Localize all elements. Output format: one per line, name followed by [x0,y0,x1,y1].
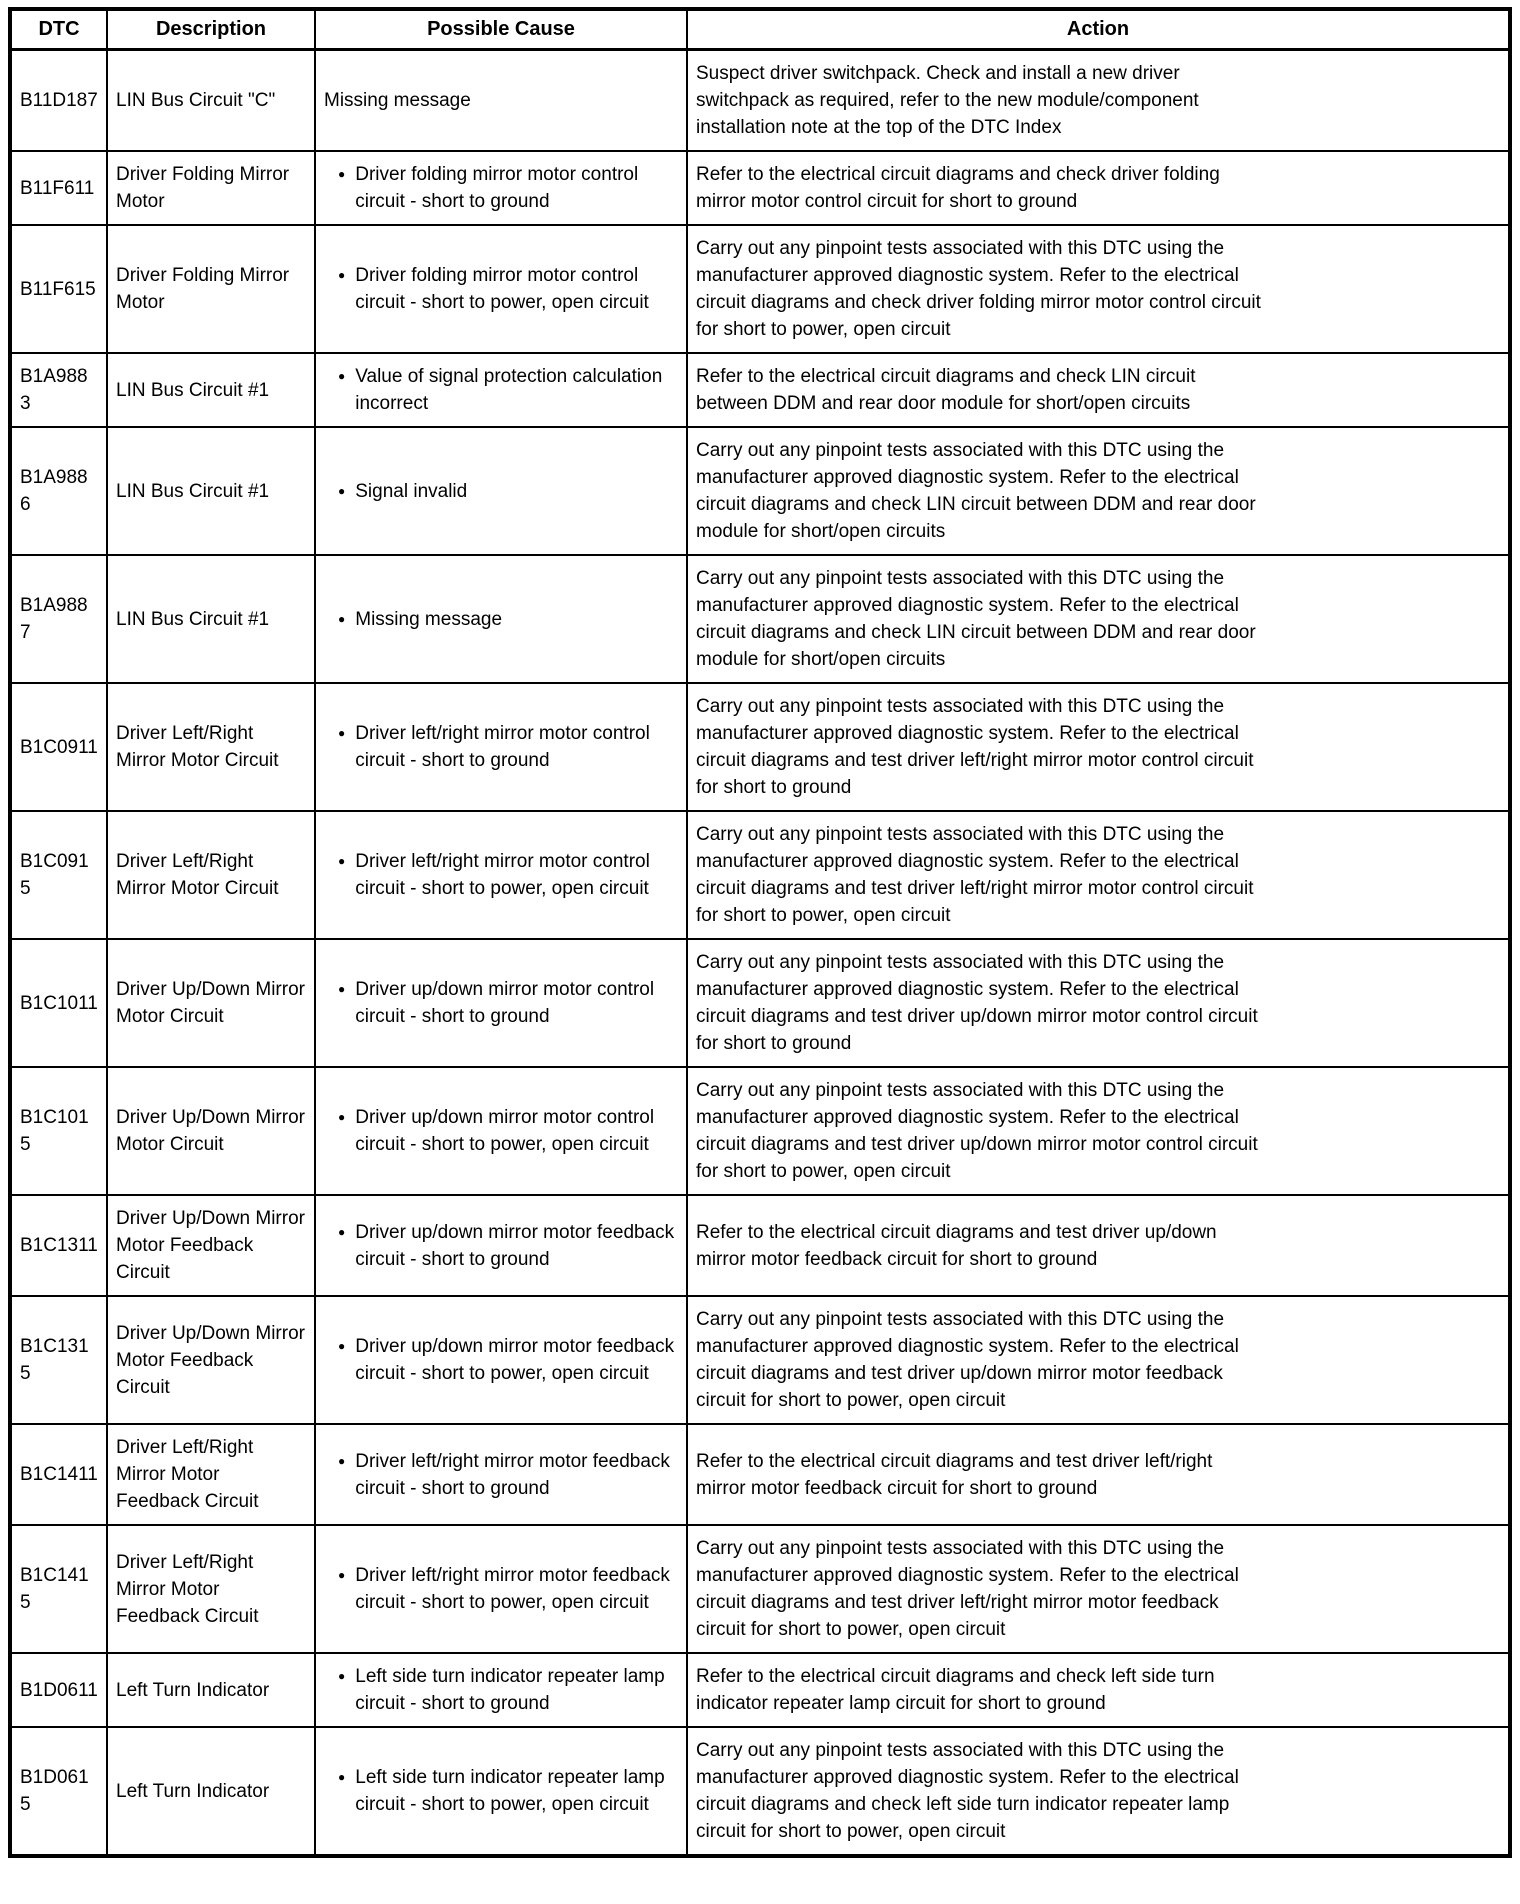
dtc-cell: B1A9887 [10,555,107,683]
table-row [10,683,1510,811]
action-text: Refer to the electrical circuit diagrams and check driver folding mirror motor control circuit for short to ground [696,164,1220,212]
dtc-cell: B11F611 [10,151,107,225]
dtc-cell: B1C0911 [10,683,107,811]
dtc-cell: B1D0615 [10,1727,107,1856]
action-text: Suspect driver switchpack. Check and install a new driver switchpack as required, refer to the new module/component installation note at the top of the DTC Index [696,63,1199,138]
table-row [10,353,1510,427]
cause-text: Driver left/right mirror motor feedback circuit - short to ground [355,1450,670,1499]
bullet-icon: ● [338,1453,346,1468]
table-row [10,1296,1510,1424]
action-text: Carry out any pinpoint tests associated with this DTC using the manufacturer approved diagnostic system. Refer to the electrical circuit diagrams and check left side turn indicator repeater lamp circuit for short to power, open circuit [696,1740,1239,1842]
cause-text: Driver up/down mirror motor feedback circuit - short to ground [355,1221,675,1270]
cause-cell [315,1424,687,1525]
table-row [10,427,1510,555]
action-cell [687,353,1510,427]
bullet-icon: ● [338,268,346,282]
action-cell [687,555,1510,683]
description-cell: LIN Bus Circuit #1 [107,555,315,683]
dtc-cell: B11F615 [10,225,107,353]
dtc-cell: B1C1315 [10,1296,107,1424]
table-row [10,1424,1510,1525]
column-header-action: Action [687,9,1510,50]
cause-cell [315,1727,687,1856]
action-cell [687,1424,1510,1525]
cause-text: Missing message [324,90,471,111]
bullet-icon: ● [338,483,346,498]
cause-cell [315,683,687,811]
action-cell [687,683,1510,811]
action-cell [687,1195,1510,1296]
cause-cell [315,225,687,353]
table-row [10,1727,1510,1856]
action-cell [687,151,1510,225]
action-text: Carry out any pinpoint tests associated with this DTC using the manufacturer approved diagnostic system. Refer to the electrical circuit diagrams and test driver left/right mirror motor control circuit for short to power, open circuit [696,824,1254,926]
cause-text: Driver folding mirror motor control circuit - short to ground [355,164,639,212]
table-row [10,225,1510,353]
action-text: Refer to the electrical circuit diagrams and test driver up/down mirror motor feedback circuit for short to ground [696,1221,1217,1270]
cause-text: Driver left/right mirror motor feedback circuit - short to power, open circuit [355,1565,670,1613]
description-cell: Driver Left/Right Mirror Motor Feedback Circuit [107,1424,315,1525]
action-text: Carry out any pinpoint tests associated with this DTC using the manufacturer approved diagnostic system. Refer to the electrical circuit diagrams and test driver up/down mirror motor feedback circuit for short to power, open circuit [696,1309,1239,1411]
bullet-icon: ● [338,1224,346,1239]
table-body [10,50,1510,1857]
cause-text: Missing message [355,608,503,630]
action-text: Refer to the electrical circuit diagrams and check left side turn indicator repeater lamp circuit for short to ground [696,1666,1215,1714]
bullet-icon: ● [338,1339,346,1353]
action-text: Carry out any pinpoint tests associated with this DTC using the manufacturer approved diagnostic system. Refer to the electrical circuit diagrams and check LIN circuit between DDM and rear door module for short/open circuits [696,568,1256,670]
table-row [10,151,1510,225]
action-cell [687,1653,1510,1727]
description-cell: Left Turn Indicator [107,1727,315,1856]
table-row [10,1067,1510,1195]
cause-cell [315,1653,687,1727]
description-cell: Left Turn Indicator [107,1653,315,1727]
cause-cell [315,555,687,683]
description-cell: Driver Up/Down Mirror Motor Circuit [107,939,315,1067]
cause-cell [315,427,687,555]
cause-text: Driver up/down mirror motor feedback circuit - short to power, open circuit [355,1336,675,1384]
action-text: Carry out any pinpoint tests associated with this DTC using the manufacturer approved diagnostic system. Refer to the electrical circuit diagrams and check driver folding mirror motor control circuit for short to power, open circuit [696,238,1261,340]
action-cell [687,939,1510,1067]
cause-text: Left side turn indicator repeater lamp circuit - short to power, open circuit [355,1767,665,1815]
description-cell: Driver Folding Mirror Motor [107,225,315,353]
description-cell: LIN Bus Circuit "C" [107,50,315,152]
description-cell: Driver Folding Mirror Motor [107,151,315,225]
action-cell [687,225,1510,353]
action-text: Carry out any pinpoint tests associated with this DTC using the manufacturer approved diagnostic system. Refer to the electrical circuit diagrams and test driver left/right mirror motor feedback circuit for short to power, open circuit [696,1538,1239,1640]
cause-text: Driver left/right mirror motor control circuit - short to power, open circuit [355,851,650,899]
action-cell [687,1727,1510,1856]
cause-text: Driver folding mirror motor control circuit - short to power, open circuit [355,265,649,313]
description-cell: Driver Left/Right Mirror Motor Circuit [107,811,315,939]
cause-cell [315,811,687,939]
table-row [10,811,1510,939]
bullet-icon: ● [338,1669,346,1683]
bullet-icon: ● [338,167,346,181]
column-header-dtc: DTC [10,9,107,50]
dtc-cell: B1C1011 [10,939,107,1067]
column-header-possible-cause: Possible Cause [315,9,687,50]
table-row [10,939,1510,1067]
cause-text: Signal invalid [355,480,468,502]
action-cell [687,1067,1510,1195]
column-header-description: Description [107,9,315,50]
dtc-cell: B1C1415 [10,1525,107,1653]
description-cell: Driver Left/Right Mirror Motor Circuit [107,683,315,811]
bullet-icon: ● [338,1110,346,1124]
dtc-cell: B1A9883 [10,353,107,427]
cause-text: Value of signal protection calculation incorrect [355,366,663,414]
action-cell [687,811,1510,939]
table-row [10,555,1510,683]
cause-cell [315,353,687,427]
cause-cell [315,1296,687,1424]
cause-cell [315,50,687,152]
action-cell [687,1296,1510,1424]
dtc-cell: B11D187 [10,50,107,152]
action-cell [687,427,1510,555]
description-cell: Driver Up/Down Mirror Motor Circuit [107,1067,315,1195]
action-text: Refer to the electrical circuit diagrams and test driver left/right mirror motor feedback circuit for short to ground [696,1450,1213,1499]
cause-text: Driver up/down mirror motor control circuit - short to ground [355,979,655,1027]
description-cell: Driver Left/Right Mirror Motor Feedback Circuit [107,1525,315,1653]
action-cell [687,1525,1510,1653]
cause-text: Driver left/right mirror motor control circuit - short to ground [355,723,650,771]
action-text: Refer to the electrical circuit diagrams and check LIN circuit between DDM and rear door module for short/open circuits [696,366,1196,414]
dtc-cell: B1C0915 [10,811,107,939]
cause-cell [315,1525,687,1653]
cause-cell [315,1067,687,1195]
dtc-cell: B1A9886 [10,427,107,555]
dtc-cell: B1D0611 [10,1653,107,1727]
table-row [10,50,1510,152]
action-text: Carry out any pinpoint tests associated with this DTC using the manufacturer approved diagnostic system. Refer to the electrical circuit diagrams and test driver up/down mirror motor control circuit for short to power, open circuit [696,1080,1258,1182]
action-text: Carry out any pinpoint tests associated with this DTC using the manufacturer approved diagnostic system. Refer to the electrical circuit diagrams and test driver left/right mirror motor control circuit for short to ground [696,696,1254,798]
cause-cell [315,939,687,1067]
dtc-table [8,7,1512,1858]
dtc-cell: B1C1411 [10,1424,107,1525]
bullet-icon: ● [338,1568,346,1582]
table-row [10,1195,1510,1296]
cause-cell [315,1195,687,1296]
dtc-cell: B1C1015 [10,1067,107,1195]
description-cell: LIN Bus Circuit #1 [107,353,315,427]
bullet-icon: ● [338,982,346,996]
bullet-icon: ● [338,369,346,383]
action-text: Carry out any pinpoint tests associated with this DTC using the manufacturer approved diagnostic system. Refer to the electrical circuit diagrams and test driver up/down mirror motor control circuit for short to ground [696,952,1258,1054]
table-row [10,1653,1510,1727]
bullet-icon: ● [338,726,346,740]
dtc-cell: B1C1311 [10,1195,107,1296]
cause-text: Driver up/down mirror motor control circuit - short to power, open circuit [355,1107,655,1155]
action-cell [687,50,1510,152]
cause-text: Left side turn indicator repeater lamp circuit - short to ground [355,1666,665,1714]
bullet-icon: ● [338,611,346,626]
table-header-row [10,9,1510,50]
description-cell: Driver Up/Down Mirror Motor Feedback Circuit [107,1195,315,1296]
cause-cell [315,151,687,225]
description-cell: LIN Bus Circuit #1 [107,427,315,555]
table-row [10,1525,1510,1653]
action-text: Carry out any pinpoint tests associated with this DTC using the manufacturer approved diagnostic system. Refer to the electrical circuit diagrams and check LIN circuit between DDM and rear door module for short/open circuits [696,440,1256,542]
bullet-icon: ● [338,1770,346,1784]
bullet-icon: ● [338,854,346,868]
description-cell: Driver Up/Down Mirror Motor Feedback Circuit [107,1296,315,1424]
